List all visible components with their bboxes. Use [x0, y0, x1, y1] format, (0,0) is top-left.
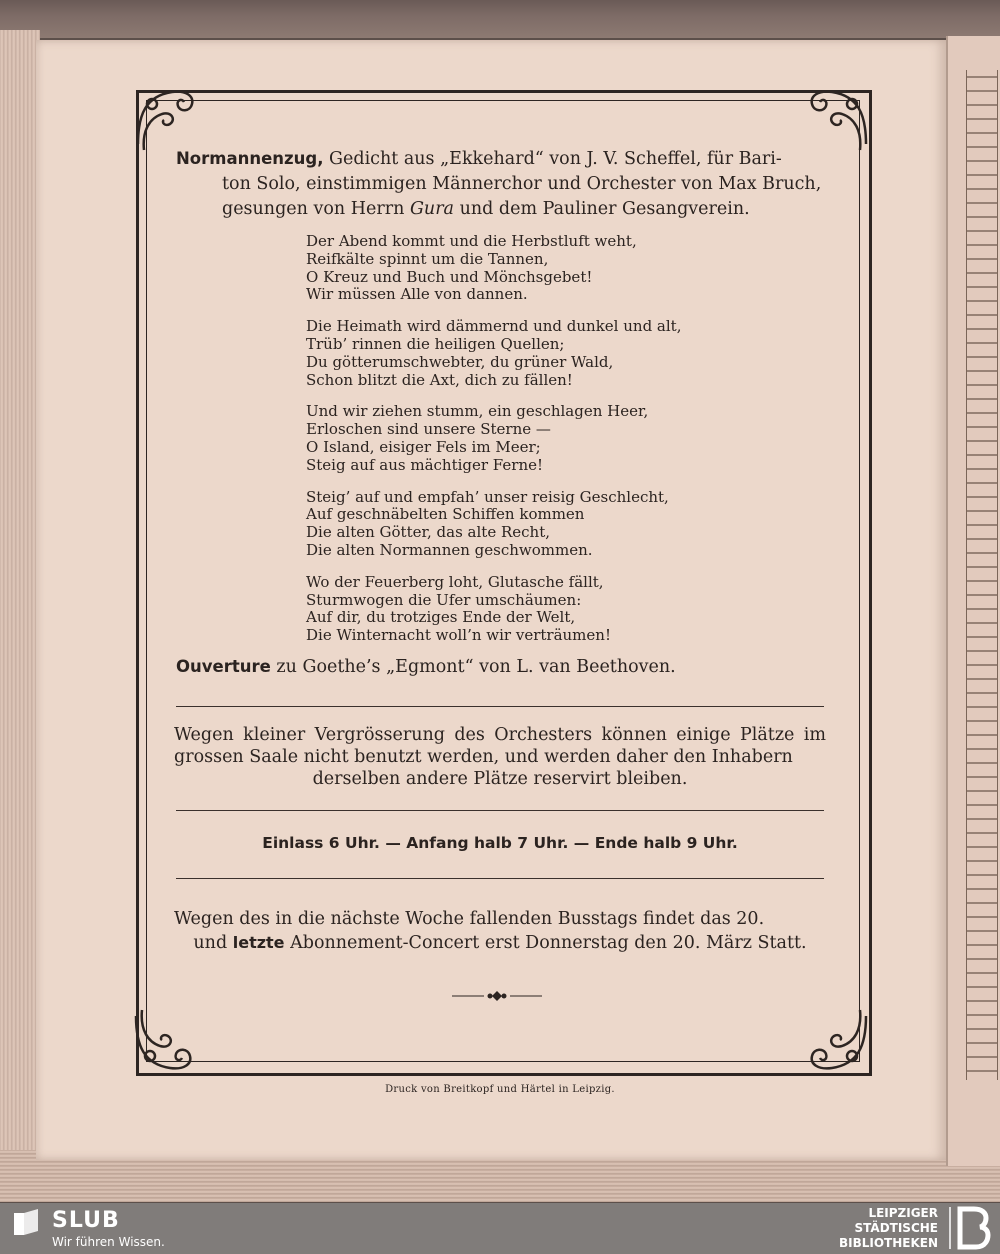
normannenzug-desc-1: Gedicht aus „Ekkehard“ von J. V. Scheffel, für Bari-: [329, 149, 782, 169]
normannenzug-desc-2: ton Solo, einstimmigen Männerchor und Orchester von Max Bruch,: [222, 174, 822, 194]
slub-tagline: Wir führen Wissen.: [52, 1235, 165, 1249]
poem-stanza: [306, 233, 776, 304]
normannenzug-desc-3: [176, 197, 828, 222]
poem-stanza: [306, 403, 776, 474]
ouverture-title: Ouverture: [176, 657, 271, 676]
lsb-logo-icon: [948, 1205, 994, 1251]
busstag-line-2a: und: [193, 933, 228, 953]
poem-line: Auf geschnäbelten Schiffen kommen: [306, 505, 585, 524]
poem-line: Die Winternacht woll’n wir verträumen!: [306, 626, 611, 645]
normannenzug-title: Normannenzug,: [176, 149, 324, 168]
normannenzug-entry: [176, 146, 828, 222]
notice-line-3: derselben andere Plätze reservirt bleiben.: [312, 769, 688, 789]
poem-line: Auf dir, du trotziges Ende der Welt,: [306, 608, 576, 627]
notice-line-2: grossen Saale nicht benutzt werden, und werden daher den Inhabern: [174, 747, 793, 767]
lsb-name: [758, 1206, 938, 1251]
poem-line: Sturmwogen die Ufer umschäumen:: [306, 590, 582, 609]
slub-name: SLUB: [52, 1208, 120, 1233]
poem-stanza: [306, 489, 776, 560]
book-cover-top: [0, 0, 1000, 38]
concert-times: Einlass 6 Uhr. — Anfang halb 7 Uhr. — Ende halb 9 Uhr.: [262, 834, 738, 852]
poem-line: Die Heimath wird dämmernd und dunkel und alt,: [306, 317, 682, 336]
lsb-line-2: STÄDTISCHE: [854, 1221, 938, 1235]
corner-ornament-bottom-right-icon: [800, 1004, 872, 1076]
poem: [306, 233, 776, 659]
poem-line: Erloschen sind unsere Sterne —: [306, 420, 551, 439]
poem-line: Schon blitzt die Axt, dich zu fällen!: [306, 370, 573, 389]
ouverture-desc: zu Goethe’s „Egmont“ von L. van Beethoven.: [276, 657, 676, 677]
busstag-line-2c: Abonnement-Concert erst Donnerstag den 20. März Statt.: [290, 933, 807, 953]
slub-logo-icon: [10, 1207, 42, 1239]
book-page-edges-left: [0, 30, 40, 1160]
divider-rule: [176, 878, 824, 879]
poem-stanza: [306, 318, 776, 389]
divider-rule: [176, 810, 824, 811]
printer-imprint: Druck von Breitkopf und Härtel in Leipzig.: [385, 1084, 615, 1095]
divider-rule: [176, 706, 824, 707]
singer-name: Gura: [409, 199, 454, 219]
poem-line: Trüb’ rinnen die heiligen Quellen;: [306, 334, 565, 353]
poem-line: Wir müssen Alle von dannen.: [306, 285, 528, 304]
footer-bar: [0, 1203, 1000, 1254]
poem-line: Wo der Feuerberg loht, Glutasche fällt,: [306, 572, 604, 591]
end-ornament-icon: [452, 990, 542, 1002]
ouverture-entry: [176, 655, 816, 679]
poem-line: O Island, eisiger Fels im Meer;: [306, 437, 541, 456]
busstag-line-1: Wegen des in die nächste Woche fallenden Busstags findet das 20.: [174, 909, 765, 929]
poem-line: Reifkälte spinnt um die Tannen,: [306, 249, 549, 268]
busstag-line-2: [174, 931, 826, 955]
lsb-line-1: LEIPZIGER: [868, 1206, 938, 1220]
normannenzug-desc-3c: und dem Pauliner Gesangverein.: [459, 199, 750, 219]
poem-line: Die alten Normannen geschwommen.: [306, 540, 593, 559]
normannenzug-desc-3a: gesungen von Herrn: [222, 199, 405, 219]
poem-line: Du götterumschwebter, du grüner Wald,: [306, 352, 614, 371]
orchestra-notice: [174, 724, 826, 790]
poem-stanza: [306, 574, 776, 645]
busstag-notice: [174, 908, 826, 955]
lsb-line-3: BIBLIOTHEKEN: [838, 1236, 938, 1250]
poem-line: O Kreuz und Buch und Mönchsgebet!: [306, 267, 593, 286]
poem-line: Der Abend kommt und die Herbstluft weht,: [306, 232, 637, 250]
corner-ornament-bottom-left-icon: [130, 1004, 202, 1076]
poem-line: Die alten Götter, das alte Recht,: [306, 523, 550, 542]
notice-line-1: Wegen kleiner Vergrösserung des Orchesters können einige Plätze im: [174, 725, 826, 745]
poem-line: Und wir ziehen stumm, ein geschlagen Heer,: [306, 402, 649, 421]
poem-line: Steig auf aus mächtiger Ferne!: [306, 455, 544, 474]
poem-line: Steig’ auf und empfah’ unser reisig Geschlecht,: [306, 487, 669, 506]
next-page-ornamental-border: [966, 70, 998, 1080]
busstag-letzte: letzte: [232, 933, 285, 952]
